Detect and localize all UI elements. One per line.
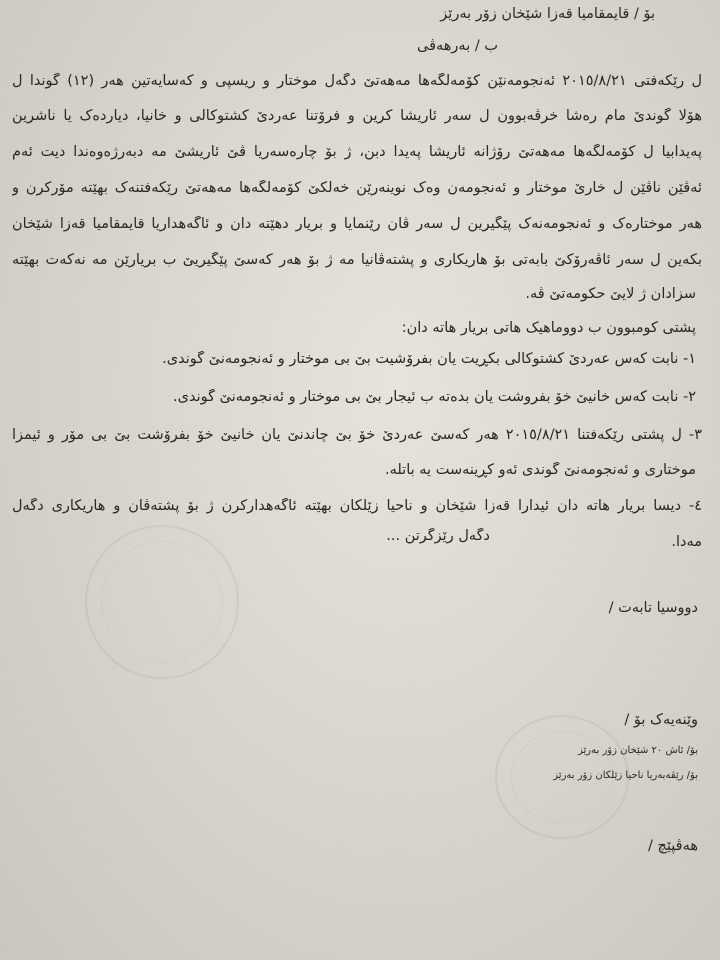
body-line: سزادان ژ لایێ حکومەتێ ڤە.	[525, 286, 696, 302]
decision-item: موختاری و ئەنجومەنێ گوندی ئەو کڕینەست یە باتلە.	[385, 462, 696, 478]
copy-recipient: بۆ/ ئاش ٢٠ شێخان زۆر بەرێز	[577, 745, 698, 756]
body-line: ل رێکەفتی ٢٠١٥/٨/٢١ ئەنجومەنێن کۆمەلگەها مەهەتێ دگەل موختار و ریسپی و کەسایەتین هەر (١٢) گوندا ل	[12, 73, 702, 89]
closing-line: دووسیا تابەت /	[608, 600, 698, 616]
decision-item: ٢- نابت کەس خانیێ خۆ بفروشت یان بدەتە ب ئیجار بێ بی موختار و ئەنجومەنێ گوندی.	[173, 389, 696, 405]
copy-recipient: بۆ/ رێڤەبەریا ناحیا زێلکان زۆر بەرێز	[553, 770, 698, 781]
decision-item: ٤- دیسا بریار هاتە دان ئیدارا قەزا شێخان و ناحیا زێلکان بهێتە ئاگەهدارکرن ژ بۆ پشتەڤان و هاریکاری دگەل	[12, 498, 702, 514]
copies-heading: وێنەیەک بۆ /	[624, 712, 698, 728]
decisions-intro: پشتی کومبوون ب دووماهیک هاتی بریار هاتە دان:	[401, 320, 696, 336]
attachment-line: هەڤپێچ /	[648, 838, 698, 854]
addressee-line: بۆ / قایمقامیا قەزا شێخان زۆر بەرێز	[440, 6, 655, 22]
decision-item: مەدا.	[671, 534, 702, 550]
body-line: هەر موختارەک و ئەنجومەنەک پێگیرین ل سەر ڤان رێنمایا و بریار دهێتە دان و ئاگەهداریا قایمقامیا قەزا شێخان	[12, 216, 702, 232]
regards-line: دگەل رێزگرتن ...	[386, 528, 490, 544]
body-line: هۆلا گوندێ مام رەشا خرڤەبوون ل سەر ئاریشا کرین و فرۆتنا عەردێ کشتوکالی و خانیا، دیاردەک یا ناشرین	[12, 108, 702, 124]
decision-item: ٣- ل پشتی رێکەفتنا ٢٠١٥/٨/٢١ هەر کەسێ عەردێ خۆ بێ چاندنێ یان خانیێ خۆ بفرۆشت بێ بی مۆر و ئیمزا	[12, 427, 702, 443]
body-line: پەیدابیا ل کۆمەلگەها مەهەتێ رۆژانە ئاریشا پەیدا دبن، ژ بۆ چارەسەریا ڤێ ئاریشێ مە دبەرژەوەندا دیت ئەم	[12, 144, 702, 160]
body-line: ئەڤێن ناڤێن ل خارێ موختار و ئەنجومەن وەک نوینەرێن خەلکێ کۆمەلگەها مەهەتێ رێکەفتنەک بهێتە مۆرکرن و	[12, 180, 702, 196]
decision-item: ١- نابت کەس عەردێ کشتوکالی بکڕیت یان بفرۆشیت بێ بی موختار و ئەنجومەنێ گوندی.	[162, 351, 696, 367]
body-line: بکەین ل سەر ئاڤەرۆکێ بابەتی بۆ هاریکاری و پشتەڤانیا مە ژ بۆ هەر کەسێ پێگیریێ ب بریارێن مە نەکەت بهێتە	[12, 252, 702, 268]
subject-line: ب / بەرهەڤی	[416, 38, 498, 54]
